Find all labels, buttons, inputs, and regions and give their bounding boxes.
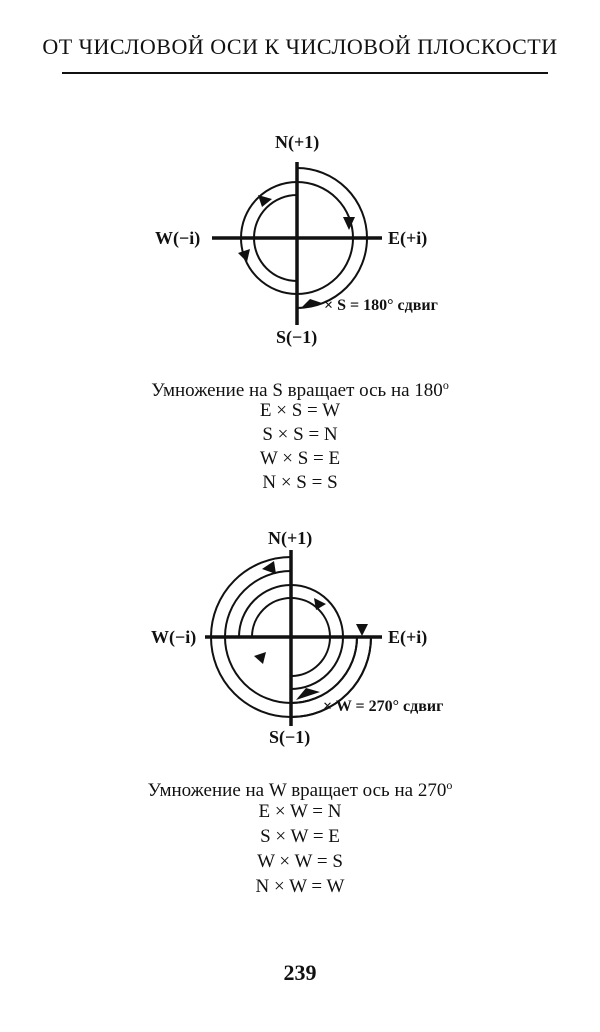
arrowhead-right	[356, 624, 368, 636]
equation-row: N × S = S	[262, 472, 338, 493]
shift-label: × W = 270° сдвиг	[323, 698, 444, 715]
figure-270-rotation	[0, 520, 600, 760]
caption-270-text: Умножение на W вращает ось на 270	[147, 780, 447, 801]
south-label: S(−1)	[269, 727, 311, 747]
equation-row: S × S = N	[262, 424, 338, 445]
header-rule	[62, 72, 548, 74]
south-label: S(−1)	[276, 327, 318, 347]
equation-row: W × W = S	[257, 851, 343, 872]
figure-180-rotation	[0, 120, 600, 360]
equation-row: W × S = E	[259, 448, 341, 469]
equation-row: N × W = W	[255, 876, 345, 897]
equation-row: E × W = N	[258, 801, 342, 822]
east-label: E(+i)	[388, 228, 428, 248]
caption-180	[0, 374, 600, 402]
shift-label: × S = 180° сдвиг	[324, 297, 438, 314]
page-number: 239	[283, 960, 317, 985]
equation-row: E × S = W	[259, 400, 341, 421]
running-head: ОТ ЧИСЛОВОЙ ОСИ К ЧИСЛОВОЙ ПЛОСКОСТИ	[42, 34, 558, 59]
north-label: N(+1)	[268, 528, 313, 548]
caption-180-degree: o	[442, 378, 449, 392]
arrowhead-top-left	[262, 561, 276, 574]
east-label: E(+i)	[388, 627, 428, 647]
west-label: W(−i)	[151, 627, 197, 647]
rotation-diagram-180	[0, 120, 600, 360]
rotation-diagram-270	[0, 520, 600, 760]
arrowhead-inner-top	[314, 598, 326, 610]
west-label: W(−i)	[155, 228, 201, 248]
caption-180-text: Умножение на S вращает ось на 180	[151, 380, 443, 401]
caption-270-degree: o	[446, 778, 453, 792]
caption-270	[0, 774, 600, 802]
arrowhead-left-bottom	[238, 249, 250, 262]
equation-row: S × W = E	[260, 826, 340, 847]
north-label: N(+1)	[275, 132, 320, 152]
arrowhead-inner-left	[254, 652, 266, 664]
